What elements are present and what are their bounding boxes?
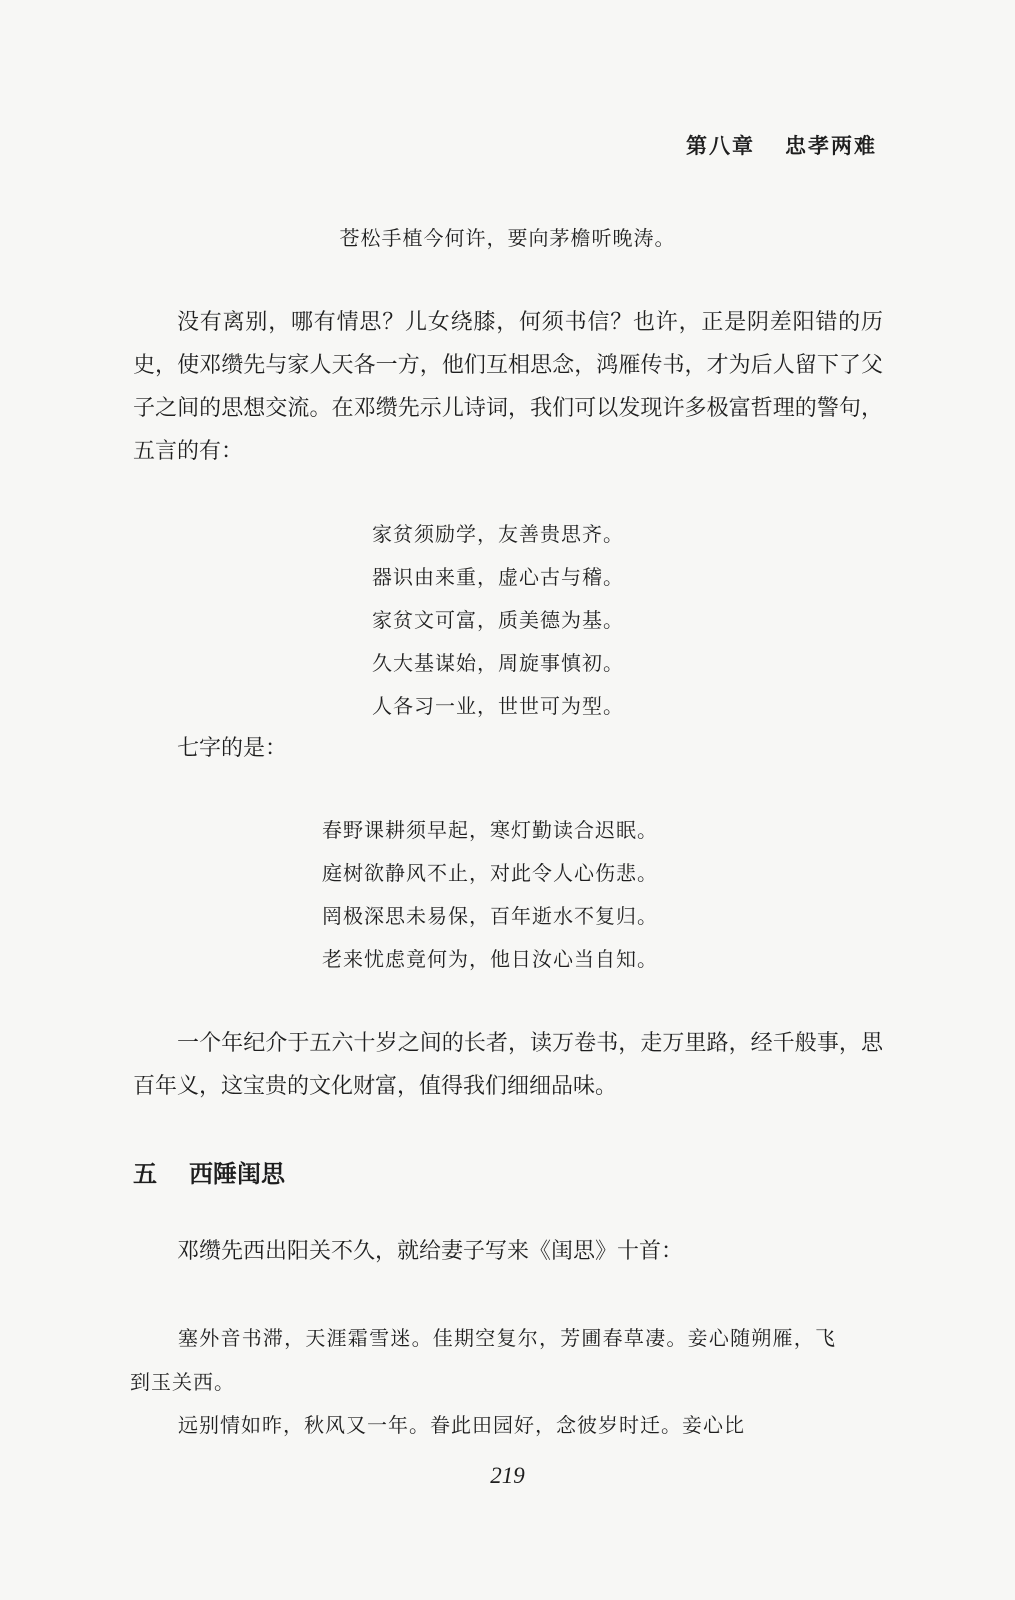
poem-line: 老来忧虑竟何为，他日汝心当自知。 xyxy=(322,947,658,971)
running-header xyxy=(686,130,877,160)
section-number: 五 xyxy=(133,1160,157,1188)
poem-line: 家贫文可富，质美德为基。 xyxy=(372,608,624,632)
body-paragraph-2: 一个年纪介于五六十岁之间的长者，读万卷书，走万里路，经千般事，思百年义，这宝贵的文化财富，值得我们细细品味。 xyxy=(133,1031,883,1099)
poem-line: 罔极深思未易保，百年逝水不复归。 xyxy=(322,904,658,928)
poem-line: 器识由来重，虚心古与稽。 xyxy=(372,565,624,589)
poem-line: 家贫须励学，友善贵思齐。 xyxy=(372,522,624,546)
opening-poem-line: 苍松手植今何许，要向茅檐听晚涛。 xyxy=(339,226,676,250)
poem-line: 庭树欲静风不止，对此令人心伤悲。 xyxy=(322,861,658,885)
section-title: 西陲闺思 xyxy=(189,1160,285,1188)
body-paragraph-3: 邓缵先西出阳关不久，就给妻子写来《闺思》十首： xyxy=(177,1239,684,1264)
page-number: 219 xyxy=(490,1463,525,1488)
body-paragraph-1: 没有离别，哪有情思？儿女绕膝，何须书信？也许，正是阴差阳错的历史，使邓缵先与家人天各一方，他们互相思念，鸿雁传书，才为后人留下了父子之间的思想交流。在邓缵先示儿诗词，我们可以发现许多极富哲理的警句，五言的有： xyxy=(133,310,883,464)
section-heading xyxy=(133,1154,285,1189)
poem-line: 人各习一业，世世可为型。 xyxy=(372,694,624,718)
seven-character-intro: 七字的是： xyxy=(177,736,288,761)
poem-line: 春野课耕须早起，寒灯勤读合迟眠。 xyxy=(322,818,658,842)
verse-paragraph-1: 塞外音书滞，天涯霜雪迷。佳期空复尔，芳圃春草凄。妾心随朔雁，飞到玉关西。 xyxy=(130,1326,836,1394)
seven-character-poem xyxy=(322,809,658,981)
poem-line: 久大基谋始，周旋事慎初。 xyxy=(372,651,624,675)
five-character-poem xyxy=(372,513,624,728)
verse-paragraph-2: 远别情如昨，秋风又一年。眷此田园好，念彼岁时迁。妾心比 xyxy=(178,1413,745,1437)
chapter-label: 第八章 xyxy=(686,133,755,158)
chapter-title: 忠孝两难 xyxy=(785,133,877,158)
